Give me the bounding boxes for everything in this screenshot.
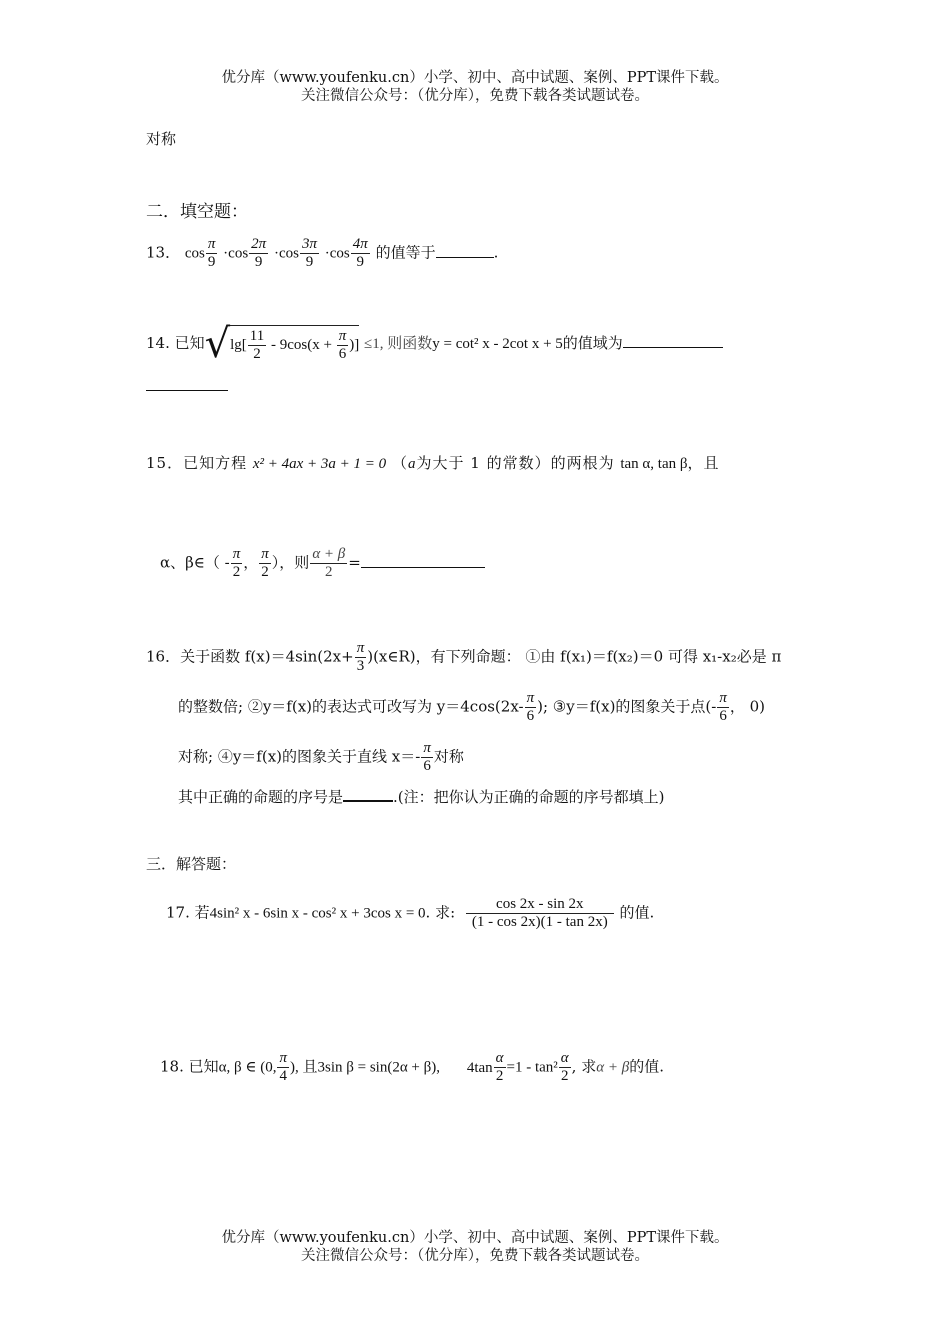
q16-text-4a: 其中正确的命题的序号是 [178,788,344,806]
q18-frac-1: $\frac{\pi}{4}$ [279,1050,287,1084]
q16-number: 16． [146,647,181,666]
q13-frac-2: $\frac{2\pi}{9}$ [251,236,267,270]
q15-equation: x² + 4ax + 3a + 1 = 0 [252,456,387,472]
q15-frac-1: $\frac{\pi}{2}$ [232,546,241,580]
q18-part-2: ), 且3sin β = sin(2α + β), [289,1059,441,1076]
question-13 [146,236,498,271]
q18-part-3: 4tan [466,1059,493,1076]
q13-end: . [493,243,499,262]
section-2-title: 二．填空题： [146,202,248,222]
q16-frac-1: $\frac{\pi}{3}$ [356,640,365,674]
question-16-line-2 [178,690,765,725]
section-3-title: 三．解答题： [146,855,237,873]
q18-part-4: =1 - tan² [506,1059,558,1076]
q16-text-2c: ， 0) [729,697,766,716]
q15-roots: tan α, tan β [620,456,688,472]
q14-function: y = cot² x - 2cot x + 5 [432,336,563,352]
q15-range-mid: ），则 [271,553,310,572]
q15-range-prefix: α、β∈（ - [160,553,230,572]
q16-text-2a: 的整数倍; ②y＝f(x)的表达式可改写为 y＝4cos(2x- [178,697,524,716]
q16-text-1b: )(x∈R)，有下列命题： ①由 f(x₁)＝f(x₂)＝0 可得 x₁-x₂必是 π [367,647,782,666]
question-18 [160,1050,664,1085]
question-15-line-2 [160,546,485,581]
q18-part-5: , 求 [571,1057,597,1076]
q17-equation: 4sin² x - 6sin x - cos² x + 3cos x = 0 [209,905,426,922]
header-line-1: 优分库（www.youfenku.cn）小学、初中、高中试题、案例、PPT课件下载。 [221,70,729,86]
header-line-2: 关注微信公众号：（优分库），免费下载各类试题试卷。 [301,88,649,104]
q15-frac-3: $\frac{\alpha + \beta}{2}$ [312,546,346,580]
q14-condition: ≤1, 则函数 [364,336,433,352]
q13-cos-2: ·cos [223,245,249,262]
q16-text-2b: ); ③y＝f(x)的图象关于点(- [537,697,717,716]
q16-text-1a: 关于函数 f(x)＝4sin(2x+ [180,647,354,666]
question-15-line-1 [146,452,720,473]
q15-paren: （ [391,454,408,472]
q16-answer-blank[interactable] [343,786,393,802]
q15-eq-sign: = [348,553,361,572]
q13-frac-1: $\frac{\pi}{9}$ [207,236,216,270]
q16-text-3a: 对称; ④y＝f(x)的图象关于直线 x＝- [178,747,421,766]
q16-frac-2: $\frac{\pi}{6}$ [526,690,535,724]
q18-part-6: α + β [596,1059,630,1076]
q13-frac-4: $\frac{4\pi}{9}$ [352,236,368,270]
q17-suffix: 的值. [619,903,655,922]
question-17 [166,896,654,931]
q13-cos-1: cos [184,245,205,262]
q15-desc: 为大于 1 的常数）的两根为 [416,454,615,472]
q14-answer-blank[interactable] [623,333,723,348]
q14-radicand: lg[ $\frac{11}{2}$ - 9cos(x + $\frac{\pi}{6}$ )] [230,325,359,363]
q16-text-3b: 对称 [433,747,464,766]
q13-cos-3: ·cos [273,245,299,262]
q13-suffix: 的值等于 [375,243,436,262]
q18-suffix: 的值. [629,1057,664,1076]
q17-ask: . 求: [425,903,456,922]
question-16-line-3 [178,740,464,775]
q18-part-1: α, β ∈ (0, [218,1059,277,1076]
q14-suffix: 的值域为 [562,334,623,352]
sqrt-icon: √ [204,321,231,367]
q15-tail: ，且 [687,454,720,472]
q18-frac-2: $\frac{\alpha}{2}$ [495,1050,504,1084]
q17-number: 17. 若 [166,903,210,922]
q16-frac-3: $\frac{\pi}{6}$ [719,690,727,724]
q13-number: 13． [146,243,181,262]
q13-cos-4: ·cos [324,245,350,262]
q15-answer-blank[interactable] [361,553,485,568]
carryover-text: 对称 [146,130,177,148]
q17-fraction: $\frac{\cos 2x - \sin 2x}{(1 - \cos 2x)(1 - \tan 2x)}$ [466,896,614,931]
q15-a: a [407,456,417,472]
q16-text-4b: .(注：把你认为正确的命题的序号都填上) [393,788,665,806]
q16-frac-4: $\frac{\pi}{6}$ [423,740,431,774]
q15-comma: ， [243,553,259,572]
question-14 [146,321,723,367]
q13-frac-3: $\frac{3\pi}{9}$ [301,236,317,270]
footer-line-2: 关注微信公众号：（优分库），免费下载各类试题试卷。 [301,1248,649,1264]
q15-frac-2: $\frac{\pi}{2}$ [261,546,269,580]
q13-answer-blank[interactable] [436,243,494,258]
question-16-line-4 [178,786,665,807]
q18-frac-3: $\frac{\alpha}{2}$ [560,1050,569,1084]
question-16-line-1 [146,640,781,675]
q14-number: 14. 已知 [146,334,205,352]
q18-number: 18. 已知 [160,1057,219,1076]
q14-answer-blank-continued[interactable] [146,374,228,391]
q15-number: 15．已知方程 [146,454,248,472]
footer-line-1: 优分库（www.youfenku.cn）小学、初中、高中试题、案例、PPT课件下载。 [221,1230,729,1246]
